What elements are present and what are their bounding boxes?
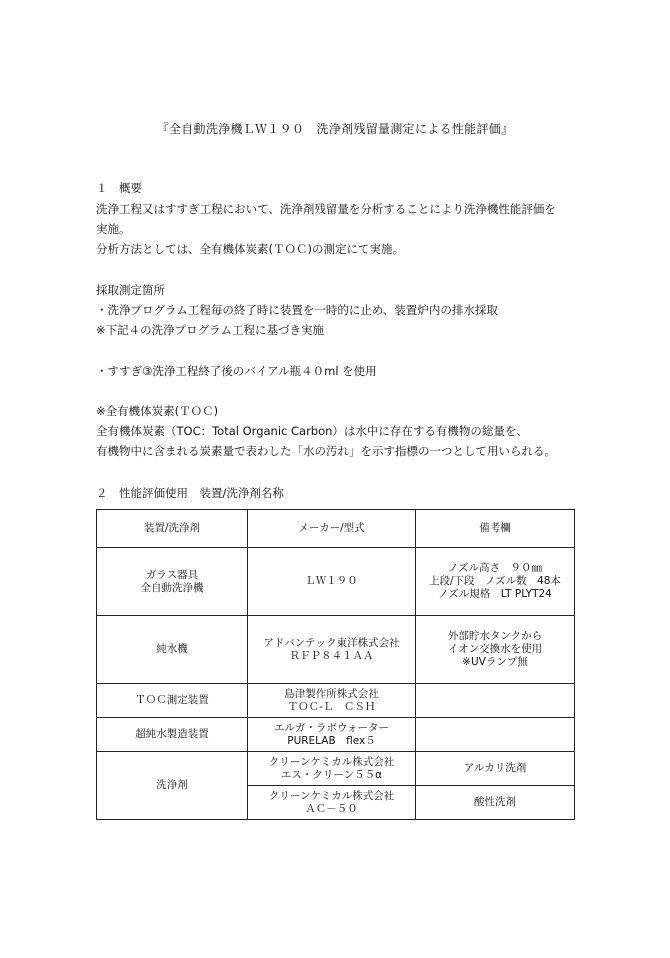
cell-note: アルカリ洗剤 [416,752,575,786]
cell-maker: ＬＷ１９０ [248,548,416,616]
cell-note: ノズル高さ ９０㎜ 上段/下段 ノズル数 48本 ノズル規格 LT PLYT24 [416,548,575,616]
header-maker: メーカー/型式 [248,510,416,548]
sampling-line-1: ・洗浄プログラム工程毎の終了時に装置を一時的に止め、装置炉内の排水採取 [96,303,498,317]
overview-line-2: 実施。 [96,222,131,236]
table-row [97,684,575,718]
sampling-heading: 採取測定箇所 [96,283,165,297]
table-row [97,616,575,684]
cell-maker: 島津製作所株式会社 ＴＯＣ-Ｌ ＣＳＨ [248,684,416,718]
table-header-row [97,510,575,548]
rinse-line: ・すすぎ③洗浄工程終了後のバイアル瓶４０ml を使用 [96,364,377,378]
cell-device: ＴＯＣ測定装置 [97,684,248,718]
table-row [97,548,575,616]
overview-line-3: 分析方法としては、全有機体炭素(ＴＯＣ)の測定にて実施。 [96,242,404,256]
equipment-table [96,509,575,820]
cell-maker: クリーンケミカル株式会社 ＡＣ－５０ [248,786,416,820]
cell-note: 外部貯水タンクから イオン交換水を使用 ※UVランプ無 [416,616,575,684]
toc-line-2: 有機物中に含まれる炭素量で表わした「水の汚れ」を示す指標の一つとして用いられる。 [96,444,556,458]
header-device: 装置/洗浄剤 [97,510,248,548]
toc-line-1: 全有機体炭素（TOC：Total Organic Carbon）は水中に存在する有機物の総量を、 [96,424,528,438]
cell-note [416,684,575,718]
section2-heading: ２ 性能評価使用 装置/洗浄剤名称 [96,486,284,500]
cell-device: ガラス器具 全自動洗浄機 [97,548,248,616]
sampling-line-2: ※下記４の洗浄プログラム工程に基づき実施 [96,323,325,337]
cell-device: 超純水製造装置 [97,718,248,752]
table-row [97,752,575,786]
cell-device: 洗浄剤 [97,752,248,820]
cell-maker: エルガ・ラボウォーター PURELAB flex５ [248,718,416,752]
overview-line-1: 洗浄工程又はすすぎ工程において、洗浄剤残留量を分析することにより洗浄機性能評価を [96,202,556,216]
toc-heading: ※全有機体炭素(ＴＯＣ) [96,404,219,418]
cell-maker: クリーンケミカル株式会社 エス・クリーン５５α [248,752,416,786]
cell-note [416,718,575,752]
document-title: 『全自動洗浄機ＬＷ１９０ 洗浄剤残留量測定による性能評価』 [156,122,514,136]
cell-maker: アドバンテック東洋株式会社 ＲＦＰ８４１ＡＡ [248,616,416,684]
table-row [97,718,575,752]
cell-device: 純水機 [97,616,248,684]
cell-note: 酸性洗剤 [416,786,575,820]
header-note: 備考欄 [416,510,575,548]
section1-heading: １ 概要 [96,181,142,195]
